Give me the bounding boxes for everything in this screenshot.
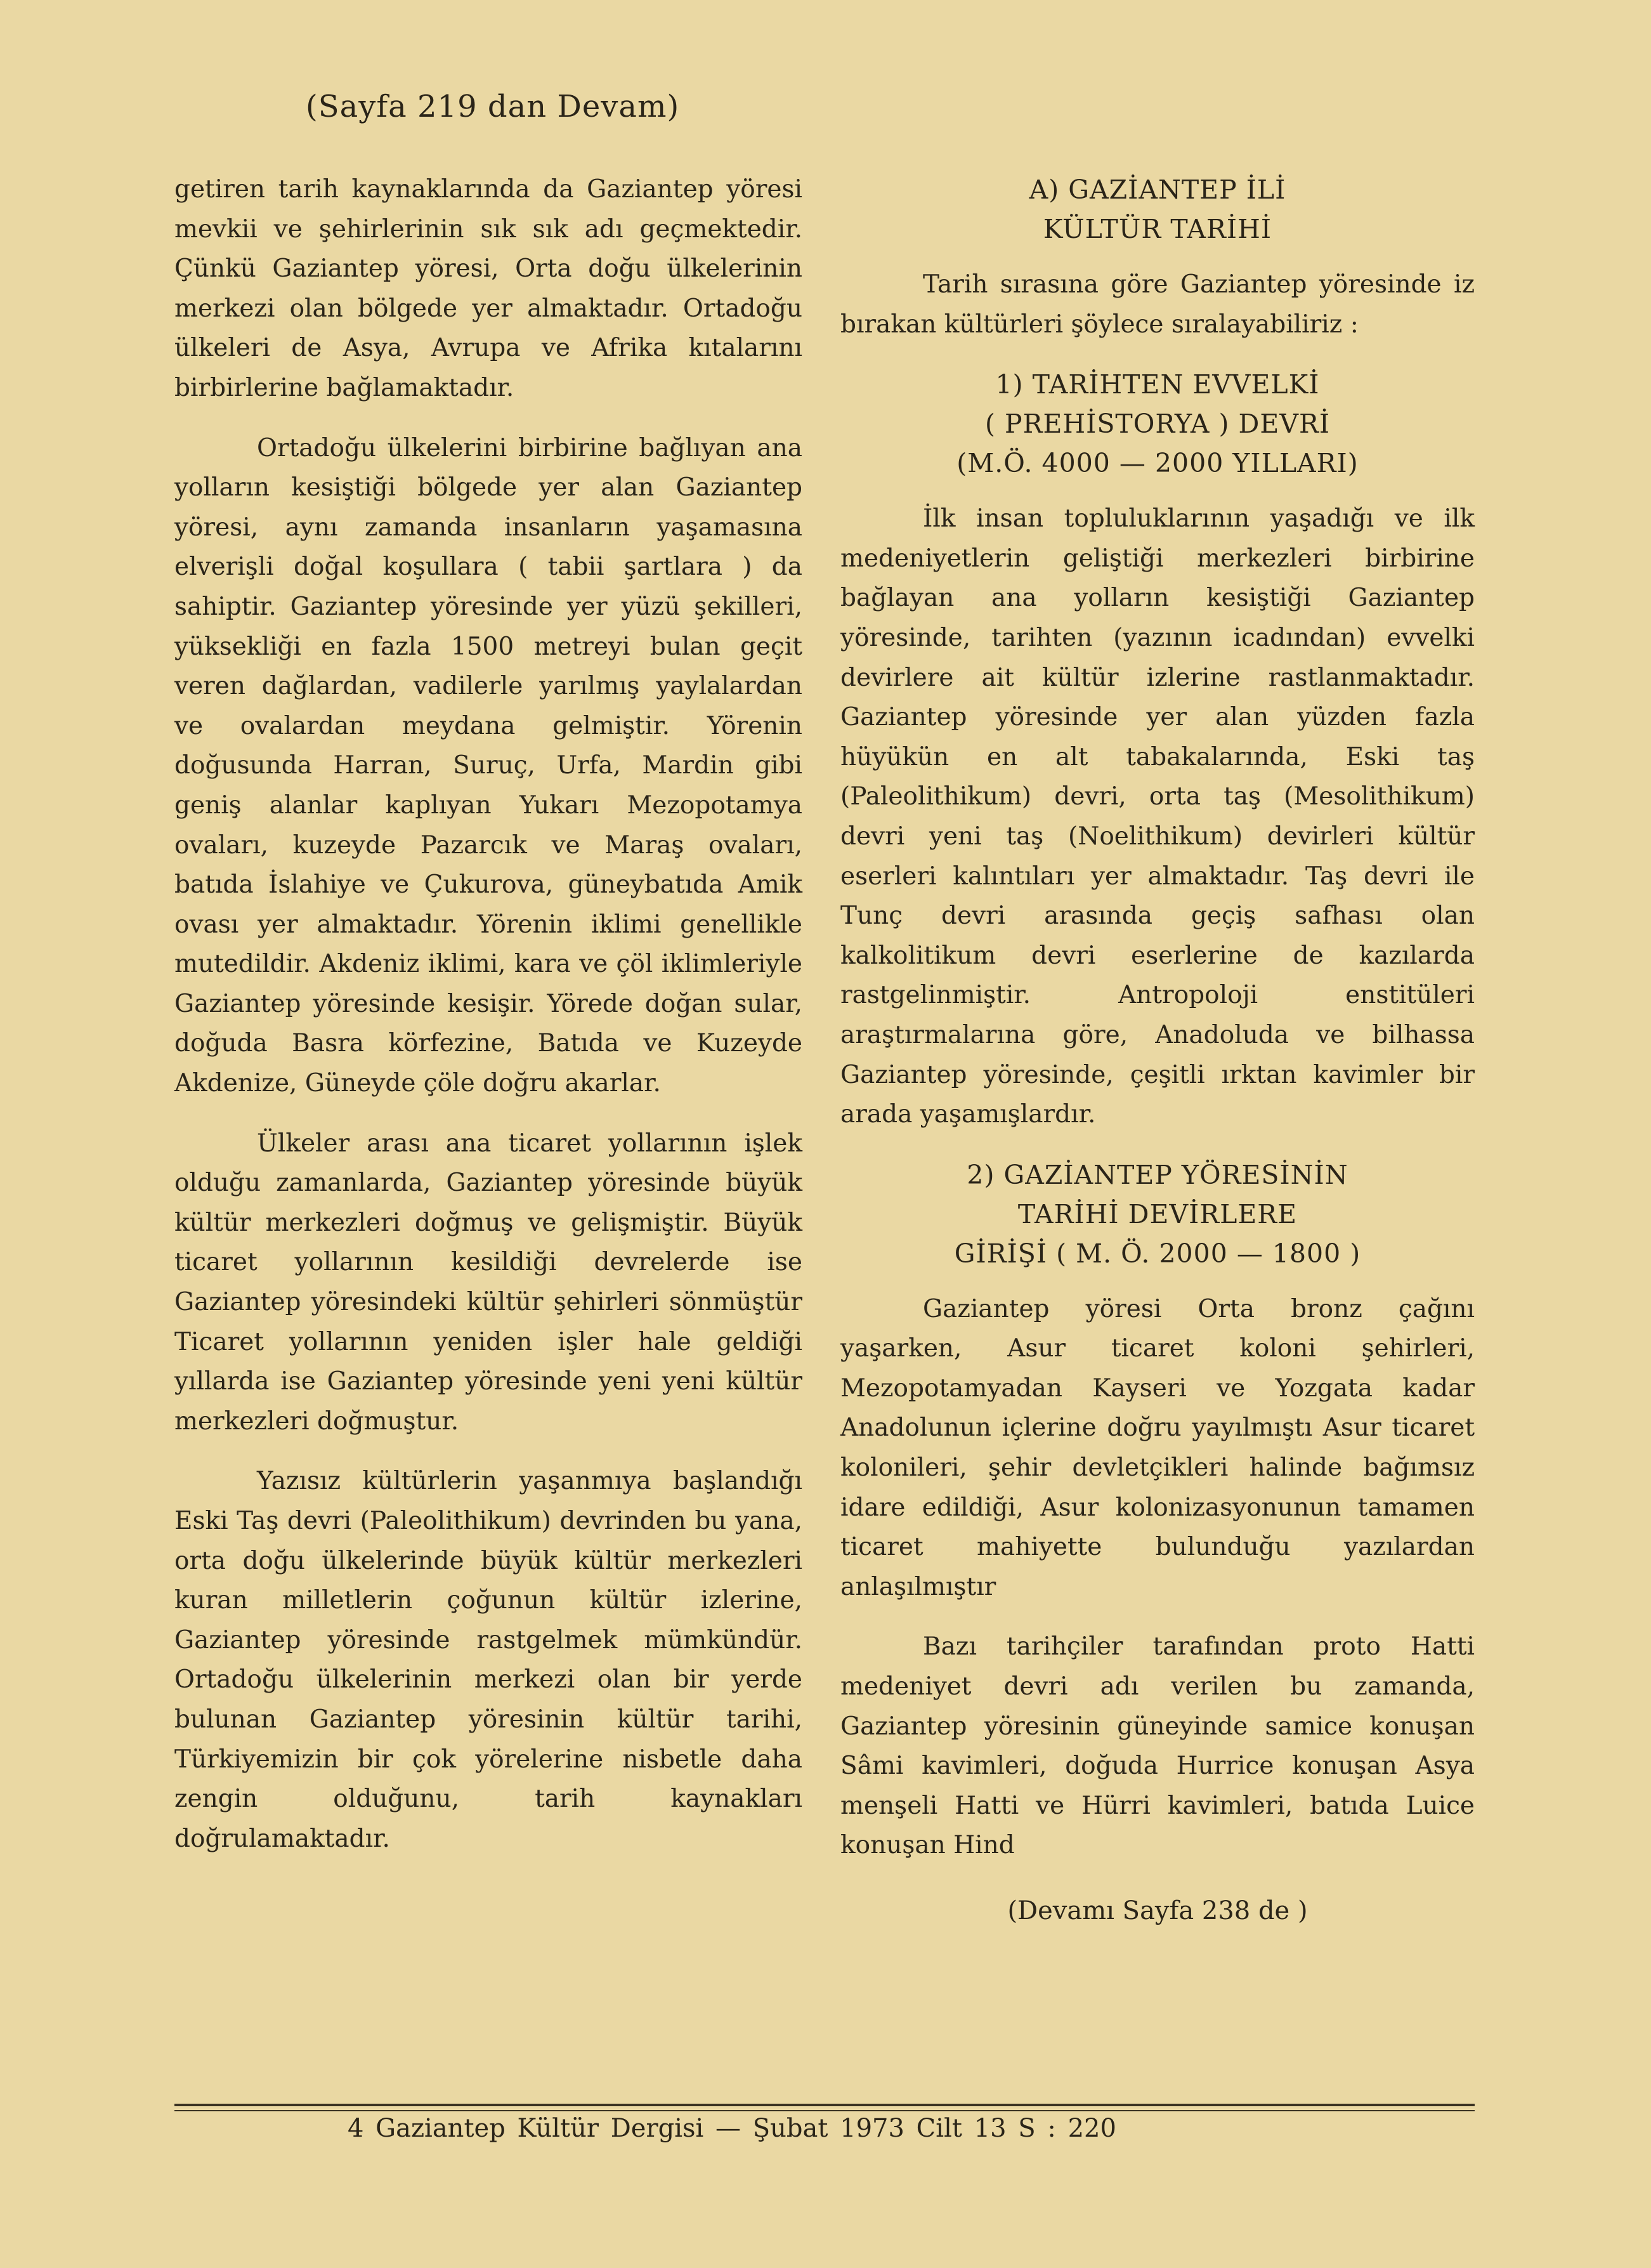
section-1-heading-line1: 1) TARİHTEN EVVELKİ <box>995 369 1320 400</box>
section-2-heading <box>840 1155 1475 1273</box>
left-paragraph-4: Yazısız kültürlerin yaşanmıya başlandığı Eski Taş devri (Paleolithikum) devrinden bu yana, orta doğu ülkelerinde büyük kültür merkezleri kuran milletlerin çoğunun kültür izlerine, Gaziantep yöresinde rastgelmek mümkündür. Ortadoğu ülkelerinin merkezi olan bir yerde bulunan Gaziantep yöresinin kültür tarihi, Türkiyemizin bir çok yörelerine nisbetle daha zengin olduğunu, tarih kaynakları doğrulamaktadır. <box>174 1467 802 1853</box>
left-paragraph-2: Ortadoğu ülkelerini birbirine bağlıyan ana yolların kesiştiği bölgede yer alan Gaziantep yöresi, aynı zamanda insanların yaşamasına elverişli doğal koşullara ( tabii şartlara ) da sahiptir. Gaziantep yöresinde yer yüzü şekilleri, yüksekliği en fazla 1500 metreyi bulan geçit veren dağlardan, vadilerle yarılmış yaylalardan ve ovalardan meydana gelmiştir. Yörenin doğusunda Harran, Suruç, Urfa, Mardin gibi geniş alanlar kaplıyan Yukarı Mezopotamya ovaları, kuzeyde Pazarcık ve Maraş ovaları, batıda İslahiye ve Çukurova, güneybatıda Amik ovası yer almaktadır. Yörenin iklimi genellikle mutedildir. Akdeniz iklimi, kara ve çöl iklimleriyle Gaziantep yöresinde kesişir. Yörede doğan sular, doğuda Basra körfezine, Batıda ve Kuzeyde Akdenize, Güneyde çöle doğru akarlar. <box>174 433 802 1098</box>
left-paragraph-3: Ülkeler arası ana ticaret yollarının işlek olduğu zamanlarda, Gaziantep yöresinde büyük kültür merkezleri doğmuş ve gelişmiştir. Büyük ticaret yollarının kesildiği devrelerde ise Gaziantep yöresindeki kültür şehirleri sönmüştür Ticaret yollarının yeniden işler hale geldiği yıllarda ise Gaziantep yöresinde yeni yeni kültür merkezleri doğmuştur. <box>174 1129 802 1436</box>
continued-on-note: (Devamı Sayfa 238 de ) <box>1007 1896 1308 1925</box>
section-1-text: İlk insan topluluklarının yaşadığı ve ilk medeniyetlerin geliştiği merkezleri birbirine bağlayan ana yolların kesiştiği Gaziantep yöresinde, tarihten (yazının icadından) evvelki devirlere ait kültür izlerine rastlanmaktadır. Gaziantep yöresinde yer alan yüzden fazla hüyükün en alt tabakalarında, Eski taş (Paleolithikum) devri, orta taş (Mesolithikum) devri yeni taş (Noelithikum) devirleri kültür eserleri kalıntıları yer almaktadır. Taş devri ile Tunç devri arasında geçiş safhası olan kalkolitikum devri eserlerine de kazılarda rastgelinmiştir. Antropoloji enstitüleri araştırmalarına göre, Anadoluda ve bilhassa Gaziantep yöresinde, çeşitli ırktan kavimler bir arada yaşamışlardır. <box>840 504 1475 1129</box>
section-1-heading-line2: ( PREHİSTORYA ) DEVRİ <box>984 409 1331 440</box>
section-2-heading-line1: 2) GAZİANTEP YÖRESİNİN <box>967 1159 1348 1190</box>
continued-from-note: (Sayfa 219 dan Devam) <box>306 89 680 124</box>
section-2-paragraph-2: Bazı tarihçiler tarafından proto Hatti medeniyet devri adı verilen bu zamanda, Gaziantep yöresinin güneyinde samice konuşan Sâmi kavimleri, doğuda Hurrice konuşan Asya menşeli Hatti ve Hürri kavimleri, batıda Luice konuşan Hind <box>840 1632 1475 1860</box>
section-a-heading-line2: KÜLTÜR TARİHİ <box>1043 214 1272 244</box>
page-footer: 4 Gaziantep Kültür Dergisi — Şubat 1973 Cilt 13 S : 220 <box>348 2114 1116 2143</box>
right-column <box>840 170 1475 1931</box>
section-2-paragraph-1: Gaziantep yöresi Orta bronz çağını yaşarken, Asur ticaret koloni şehirleri, Mezopotamyadan Kayseri ve Yozgata kadar Anadolunun içlerine doğru yayılmıştı Asur ticaret kolonileri, şehir devletçikleri halinde bağımsız idare edildiği, Asur kolonizasyonunun tamamen ticaret mahiyette bulunduğu yazılardan anlaşılmıştır <box>840 1294 1475 1601</box>
section-1-heading-line3: (M.Ö. 4000 — 2000 YILLARI) <box>956 448 1359 479</box>
section-1-heading <box>840 365 1475 483</box>
section-2-heading-line2: TARİHİ DEVİRLERE <box>1017 1198 1298 1229</box>
left-column <box>174 170 802 1879</box>
footer-rule-thick <box>174 2104 1475 2106</box>
left-paragraph-1: getiren tarih kaynaklarında da Gaziantep yöresi mevkii ve şehirlerinin sık sık adı geçmektedir. Çünkü Gaziantep yöresi, Orta doğu ülkelerinin merkezi olan bölgede yer almaktadır. Ortadoğu ülkeleri de Asya, Avrupa ve Afrika kıtalarını birbirlerine bağlamaktadır. <box>174 175 802 402</box>
section-a-text: Tarih sırasına göre Gaziantep yöresinde iz bırakan kültürleri şöylece sıralayabiliriz : <box>840 270 1475 339</box>
section-a-heading-line1: A) GAZİANTEP İLİ <box>1029 174 1286 205</box>
footer-rule-thin <box>174 2110 1475 2111</box>
section-a-heading <box>840 170 1475 249</box>
section-2-heading-line3: GİRİŞİ ( M. Ö. 2000 — 1800 ) <box>954 1238 1361 1269</box>
